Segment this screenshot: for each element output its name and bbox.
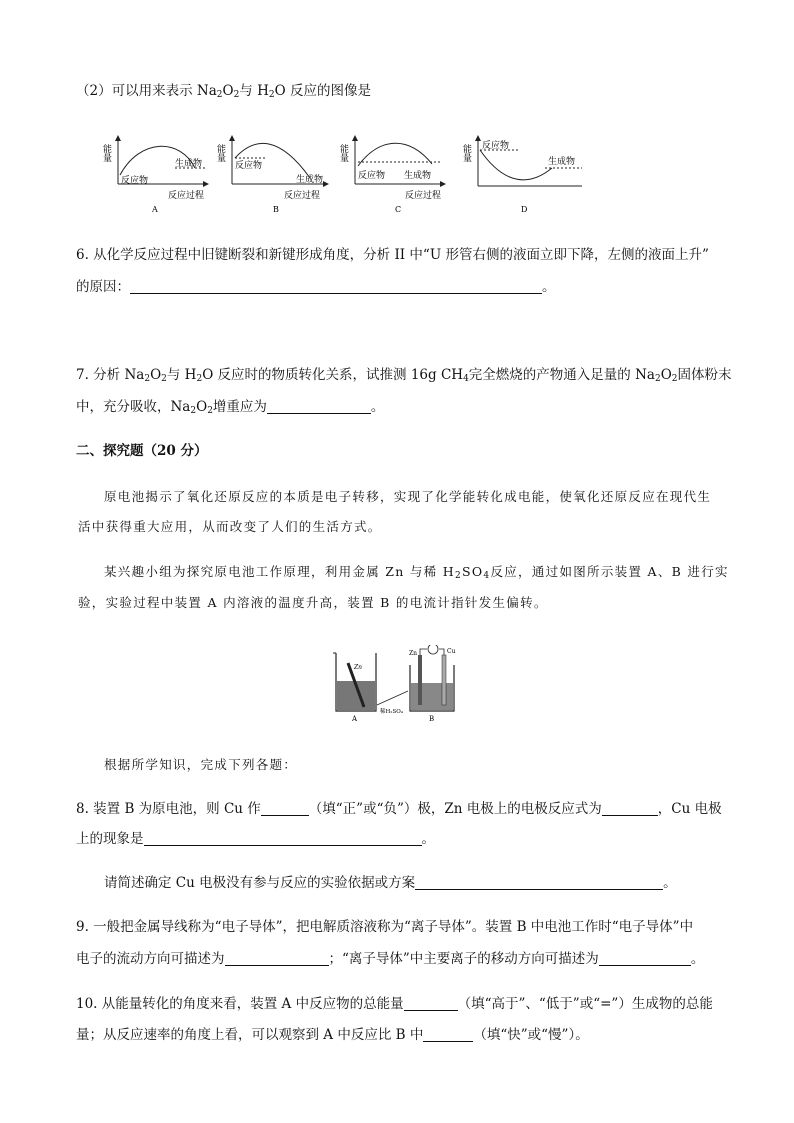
graph-b-y-axis: 能量 bbox=[215, 144, 225, 162]
q6-line1: 6. 从化学反应过程中旧键断裂和新键形成角度，分析 II 中“U 形管右侧的液面立即下降，左侧的液面上升” bbox=[76, 247, 709, 263]
prompt: 根据所学知识，完成下列各题： bbox=[104, 757, 298, 772]
q9-electron-blank[interactable] bbox=[225, 951, 329, 966]
beaker-b-label: B bbox=[429, 715, 435, 723]
graph-b-product: 生成物 bbox=[296, 175, 324, 185]
graph-a-product: 生成物 bbox=[175, 159, 203, 169]
q7-line1: 7. 分析 $Na_2O_2$与 $H_2O$ 反应时的物质转化关系，试推测 16g $CH_4$完全燃烧的产物通入足量的 $Na_2O_2$固体粉末 bbox=[76, 367, 732, 384]
q9-line1: 9. 一般把金属导线称为“电子导体”，把电解质溶液称为“离子导体”。装置 B 中电池工作时“电子导体”中 bbox=[76, 919, 694, 935]
graph-a-letter: A bbox=[152, 205, 158, 214]
graph-c-y-axis: 能量 bbox=[338, 144, 348, 162]
graph-b-x-axis: 反应过程 bbox=[284, 191, 321, 201]
q10-rate-blank[interactable] bbox=[423, 1027, 473, 1042]
energy-diagrams bbox=[0, 128, 794, 218]
q10-energy-blank[interactable] bbox=[404, 996, 458, 1011]
q7-line2: 中，充分吸收，$Na_2O_2$增重应为 。 bbox=[76, 399, 385, 416]
apparatus-figure bbox=[330, 645, 465, 725]
graph-d-product: 生成物 bbox=[548, 157, 576, 167]
graph-a bbox=[101, 136, 208, 214]
q6-answer-blank[interactable] bbox=[130, 279, 542, 294]
q2-stem: （2）可以用来表示 $Na_2O_2$与 $H_2O$ 反应的图像是 bbox=[76, 83, 371, 100]
graph-a-x-axis: 反应过程 bbox=[168, 191, 205, 201]
graph-a-reactant: 反应物 bbox=[121, 176, 149, 186]
q8-line3: 请简述确定 Cu 电极没有参与反应的实验依据或方案 。 bbox=[104, 875, 677, 891]
cu-label: Cu bbox=[447, 648, 456, 655]
zn-a-label: Zn bbox=[354, 664, 363, 671]
zn-b-label: Zn bbox=[409, 650, 418, 657]
graph-c-product: 生成物 bbox=[404, 171, 432, 181]
intro-p1-line1: 原电池揭示了氧化还原反应的本质是电子转移，实现了化学能转化成电能，使氧化还原反应在现代生 bbox=[104, 489, 712, 504]
q8-equation-blank[interactable] bbox=[602, 801, 658, 816]
q8-evidence-blank[interactable] bbox=[415, 875, 663, 890]
graph-c-letter: C bbox=[395, 205, 402, 214]
q8-phenomenon-blank[interactable] bbox=[144, 831, 422, 846]
graph-d-letter: D bbox=[521, 205, 528, 214]
graph-d-y-axis: 能量 bbox=[461, 144, 471, 162]
q8-line2: 上的现象是 。 bbox=[76, 831, 435, 847]
q7-answer-blank[interactable] bbox=[267, 399, 371, 414]
graph-b bbox=[215, 136, 328, 214]
galvanometer-icon bbox=[428, 645, 438, 654]
beaker-b bbox=[409, 645, 456, 723]
graph-b-letter: B bbox=[273, 205, 279, 214]
acid-label: 稀H₂SO₄ bbox=[380, 709, 403, 715]
intro-p2-line1: 某兴趣小组为探究原电池工作原理，利用金属 Zn 与稀 $H_2SO_4$反应，通过如图所示装置 A、B 进行实 bbox=[104, 564, 729, 581]
graph-d bbox=[461, 136, 582, 214]
intro-p2-line2: 验，实验过程中装置 A 内溶液的温度升高，装置 B 的电流计指针发生偏转。 bbox=[78, 595, 548, 610]
q10-line2: 量；从反应速率的角度上看，可以观察到 A 中反应比 B 中 （填“快”或“慢”）。 bbox=[76, 1027, 589, 1043]
q8-line1: 8. 装置 B 为原电池，则 Cu 作 （填“正”或“负”）极，Zn 电极上的电极反应式为 ，Cu 电极 bbox=[76, 801, 722, 817]
graph-a-y-axis: 能量 bbox=[101, 144, 111, 162]
graph-c bbox=[338, 136, 445, 214]
q9-line2: 电子的流动方向可描述为 ；“离子导体”中主要离子的移动方向可描述为 。 bbox=[76, 951, 705, 967]
q8-pole-blank[interactable] bbox=[261, 801, 309, 816]
graph-c-x-axis: 反应过程 bbox=[405, 191, 442, 201]
section2-title: 二、探究题（20 分） bbox=[76, 443, 208, 459]
q10-line1: 10. 从能量转化的角度来看，装置 A 中反应物的总能量 （填“高于”、“低于”或“=”）生成物的总能 bbox=[76, 996, 713, 1012]
graph-b-reactant: 反应物 bbox=[235, 161, 263, 171]
beaker-a bbox=[333, 653, 376, 723]
graph-d-reactant: 反应物 bbox=[482, 141, 510, 151]
q9-ion-blank[interactable] bbox=[599, 951, 691, 966]
graph-c-reactant: 反应物 bbox=[358, 171, 386, 181]
intro-p1-line2: 活中获得重大应用，从而改变了人们的生活方式。 bbox=[78, 519, 382, 534]
q6-line2: 的原因： 。 bbox=[76, 279, 556, 295]
beaker-a-label: A bbox=[352, 715, 358, 723]
